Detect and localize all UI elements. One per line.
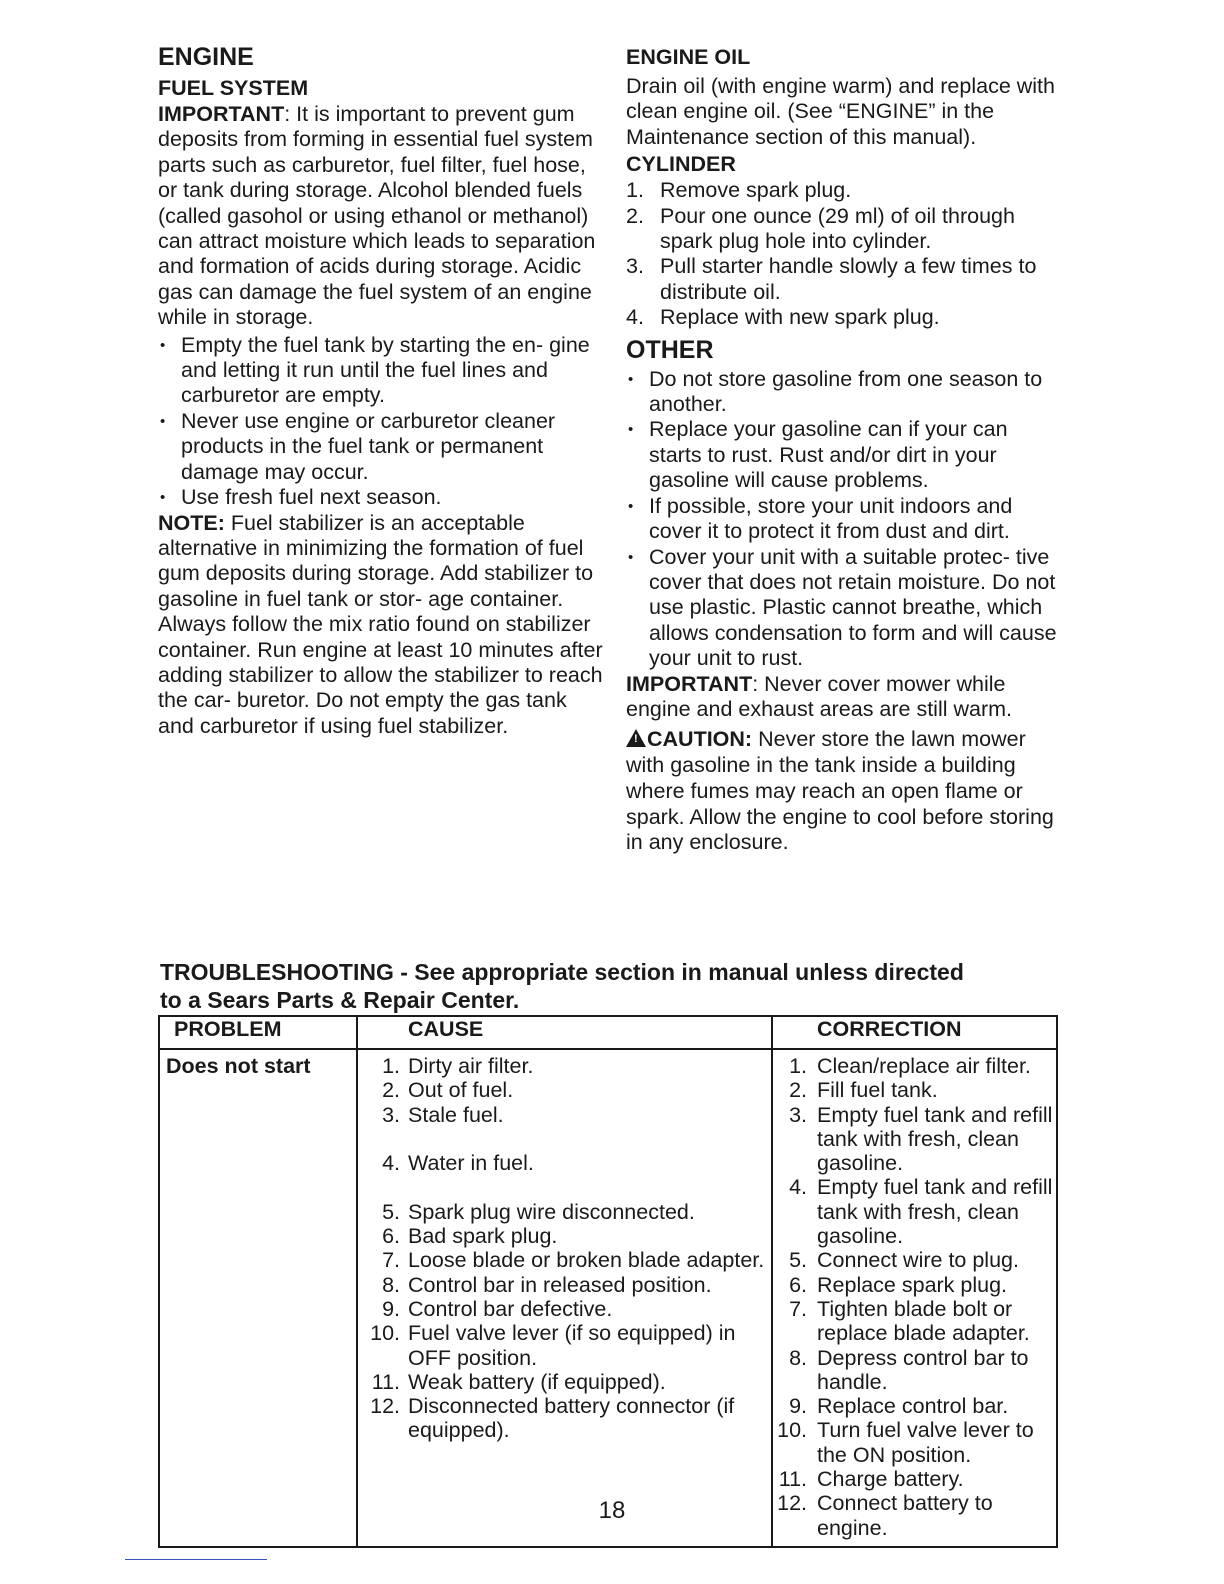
item-text: Replace control bar. bbox=[817, 1394, 1009, 1419]
spacer bbox=[358, 1175, 769, 1199]
item-number: 9. bbox=[382, 1296, 400, 1321]
correction-item bbox=[773, 1273, 1054, 1297]
item-number: 1. bbox=[382, 1054, 400, 1078]
engine-heading: ENGINE bbox=[158, 43, 254, 71]
list-item: • Never use engine or carburetor cleaner products in the fuel tank or permanent damage may occur. bbox=[158, 409, 604, 485]
correction-item bbox=[773, 1297, 1054, 1346]
item-text: Replace spark plug. bbox=[817, 1272, 1008, 1297]
cause-item bbox=[358, 1370, 769, 1394]
correction-item bbox=[773, 1078, 1054, 1102]
item-text: Loose blade or broken blade adapter. bbox=[408, 1248, 765, 1273]
important-label: IMPORTANT bbox=[626, 671, 753, 696]
cylinder-heading: CYLINDER bbox=[626, 152, 736, 177]
correction-item bbox=[773, 1394, 1054, 1418]
correction-item bbox=[773, 1248, 1054, 1272]
problem-header: PROBLEM bbox=[159, 1016, 357, 1049]
other-heading: OTHER bbox=[626, 335, 714, 364]
left-column bbox=[158, 40, 604, 739]
cause-item bbox=[358, 1224, 769, 1248]
troubleshooting-table bbox=[158, 1015, 1058, 1548]
caution-label: CAUTION: bbox=[647, 727, 753, 752]
correction-header: CORRECTION bbox=[772, 1016, 1057, 1049]
correction-item bbox=[773, 1467, 1054, 1491]
item-text: Bad spark plug. bbox=[408, 1224, 558, 1249]
cause-item bbox=[358, 1248, 769, 1272]
item-number: 8. bbox=[789, 1345, 807, 1370]
engine-oil-heading: ENGINE OIL bbox=[626, 45, 751, 69]
page-number: 18 bbox=[598, 1497, 626, 1524]
item-text: Depress control bar to handle. bbox=[817, 1345, 1029, 1394]
problem-cell: Does not start bbox=[159, 1049, 357, 1547]
fuel-important-paragraph bbox=[158, 102, 604, 331]
item-text: Stale fuel. bbox=[408, 1102, 504, 1127]
table-header-row bbox=[159, 1016, 1057, 1049]
item-text: Disconnected battery connector (if equipped). bbox=[408, 1394, 735, 1443]
caution-text: Never store the lawn mower with gasoline in the tank inside a building where fumes may reach an open flame or spark. Allow the engine to cool before storing in any enclosure. bbox=[626, 727, 1054, 855]
item-number: 4. bbox=[789, 1175, 807, 1200]
item-text: Connect wire to plug. bbox=[817, 1248, 1019, 1273]
list-item bbox=[626, 204, 1066, 255]
item-number: 2. bbox=[382, 1078, 400, 1103]
right-column bbox=[626, 40, 1066, 856]
item-text: Water in fuel. bbox=[408, 1151, 534, 1176]
cause-header: CAUSE bbox=[357, 1016, 772, 1049]
item-text: Control bar in released position. bbox=[408, 1272, 712, 1297]
list-item: • Do not store gasoline from one season to another. bbox=[626, 367, 1066, 418]
item-number: 11. bbox=[778, 1467, 807, 1492]
note-paragraph bbox=[158, 511, 604, 740]
step-number: 3. bbox=[626, 254, 644, 279]
fuel-bullet-list bbox=[158, 333, 604, 511]
item-number: 8. bbox=[382, 1272, 400, 1297]
step-text: Pour one ounce (29 ml) of oil through spark plug hole into cylinder. bbox=[660, 203, 1015, 254]
important-text: : Never cover mower while engine and exhaust areas are still warm. bbox=[626, 671, 1013, 722]
step-text: Remove spark plug. bbox=[660, 178, 852, 203]
other-bullet-list bbox=[626, 367, 1066, 672]
item-text: Empty fuel tank and refill tank with fresh, clean gasoline. bbox=[817, 1175, 1053, 1249]
caution-paragraph bbox=[626, 727, 1066, 856]
item-number: 5. bbox=[789, 1248, 807, 1273]
item-number: 1. bbox=[789, 1054, 807, 1078]
title-line: to a Sears Parts & Repair Center. bbox=[160, 987, 520, 1013]
item-text: Tighten blade bolt or replace blade adapter. bbox=[817, 1296, 1030, 1346]
list-item: • Cover your unit with a suitable protec- tive cover that does not retain moisture. Do not use plastic. Plastic cannot breathe, which allows condensation to form and will cause your unit to rust. bbox=[626, 545, 1066, 672]
cause-item bbox=[358, 1321, 769, 1370]
cause-item bbox=[358, 1200, 769, 1224]
item-text: Fuel valve lever (if so equipped) in OFF position. bbox=[408, 1321, 736, 1370]
item-text: Weak battery (if equipped). bbox=[408, 1369, 666, 1394]
title-line: TROUBLESHOOTING - See appropriate section in manual unless directed bbox=[160, 959, 964, 985]
cause-item bbox=[358, 1273, 769, 1297]
item-number: 9. bbox=[789, 1394, 807, 1419]
item-number: 2. bbox=[789, 1078, 807, 1103]
cylinder-steps bbox=[626, 178, 1066, 330]
correction-item bbox=[773, 1103, 1054, 1176]
list-item: • If possible, store your unit indoors and cover it to protect it from dust and dirt. bbox=[626, 494, 1066, 545]
item-number: 12. bbox=[370, 1394, 400, 1419]
footer-rule bbox=[125, 1559, 267, 1560]
list-item: • Empty the fuel tank by starting the en- gine and letting it run until the fuel lines and carburetor are empty. bbox=[158, 333, 604, 409]
correction-item bbox=[773, 1346, 1054, 1395]
item-number: 10. bbox=[370, 1321, 400, 1346]
item-text: Charge battery. bbox=[817, 1467, 964, 1492]
troubleshooting-title bbox=[160, 958, 1060, 1014]
important-text: : It is important to prevent gum deposits from forming in essential fuel system parts such as carburetor, fuel filter, fuel hose, or tank during storage. Alcohol blended fuels (called gasohol or using ethanol or methanol) can attract moisture which leads to separation and formation of acids during storage. Acidic gas can damage the fuel system of an engine while in storage. bbox=[158, 102, 596, 330]
item-number: 3. bbox=[789, 1102, 807, 1127]
item-text: Dirty air filter. bbox=[408, 1054, 534, 1078]
list-item bbox=[626, 305, 1066, 330]
note-label: NOTE: bbox=[158, 510, 225, 535]
step-number: 2. bbox=[626, 203, 644, 228]
fuel-system-heading: FUEL SYSTEM bbox=[158, 76, 309, 100]
cause-cell bbox=[357, 1049, 772, 1547]
list-item bbox=[626, 254, 1066, 305]
cause-item bbox=[358, 1054, 769, 1078]
important-label: IMPORTANT bbox=[158, 102, 285, 126]
step-text: Replace with new spark plug. bbox=[660, 305, 940, 330]
item-text: Empty fuel tank and refill tank with fresh, clean gasoline. bbox=[817, 1102, 1053, 1176]
cause-item bbox=[358, 1394, 769, 1443]
cause-item bbox=[358, 1297, 769, 1321]
item-number: 6. bbox=[382, 1224, 400, 1249]
other-important-paragraph bbox=[626, 672, 1066, 724]
item-text: Turn fuel valve lever to the ON position. bbox=[817, 1418, 1034, 1467]
list-item: • Use fresh fuel next season. bbox=[158, 485, 604, 510]
correction-item bbox=[773, 1418, 1054, 1467]
note-text: Fuel stabilizer is an acceptable alternative in minimizing the formation of fuel gum deposits during storage. Add stabilizer to gasoline in fuel tank or stor- age container. Always follow the mix ratio found on stabilizer container. Run engine at least 10 minutes after adding stabilizer to allow the stabilizer to reach the car- buretor. Do not empty the gas tank and carburetor if using fuel stabilizer. bbox=[158, 510, 603, 738]
warning-triangle-icon: ! bbox=[626, 729, 646, 747]
step-number: 1. bbox=[626, 178, 644, 203]
item-number: 11. bbox=[371, 1369, 400, 1394]
item-text: Connect battery to engine. bbox=[817, 1491, 993, 1540]
item-text: Out of fuel. bbox=[408, 1078, 514, 1103]
item-number: 10. bbox=[777, 1418, 807, 1443]
item-number: 3. bbox=[382, 1102, 400, 1127]
correction-cell bbox=[772, 1049, 1057, 1547]
engine-oil-paragraph: Drain oil (with engine warm) and replace with clean engine oil. (See “ENGINE” in the Maintenance section of this manual). bbox=[626, 74, 1055, 149]
cause-item bbox=[358, 1078, 769, 1102]
spacer bbox=[358, 1127, 769, 1151]
item-number: 5. bbox=[382, 1199, 400, 1224]
correction-item bbox=[773, 1175, 1054, 1248]
list-item bbox=[626, 178, 1066, 203]
list-item: • Replace your gasoline can if your can starts to rust. Rust and/or dirt in your gasoline will cause problems. bbox=[626, 417, 1066, 493]
item-number: 12. bbox=[777, 1491, 807, 1516]
cause-item bbox=[358, 1103, 769, 1127]
item-text: Fill fuel tank. bbox=[817, 1078, 938, 1103]
step-text: Pull starter handle slowly a few times to distribute oil. bbox=[660, 254, 1037, 304]
item-text: Clean/replace air filter. bbox=[817, 1054, 1031, 1078]
cause-item bbox=[358, 1151, 769, 1175]
item-number: 7. bbox=[789, 1296, 807, 1321]
table-row bbox=[159, 1049, 1057, 1547]
correction-item bbox=[773, 1054, 1054, 1078]
item-text: Spark plug wire disconnected. bbox=[408, 1199, 695, 1224]
item-number: 7. bbox=[382, 1248, 400, 1273]
item-number: 6. bbox=[789, 1272, 807, 1297]
item-text: Control bar defective. bbox=[408, 1296, 613, 1321]
item-number: 4. bbox=[382, 1151, 400, 1176]
step-number: 4. bbox=[626, 305, 644, 330]
